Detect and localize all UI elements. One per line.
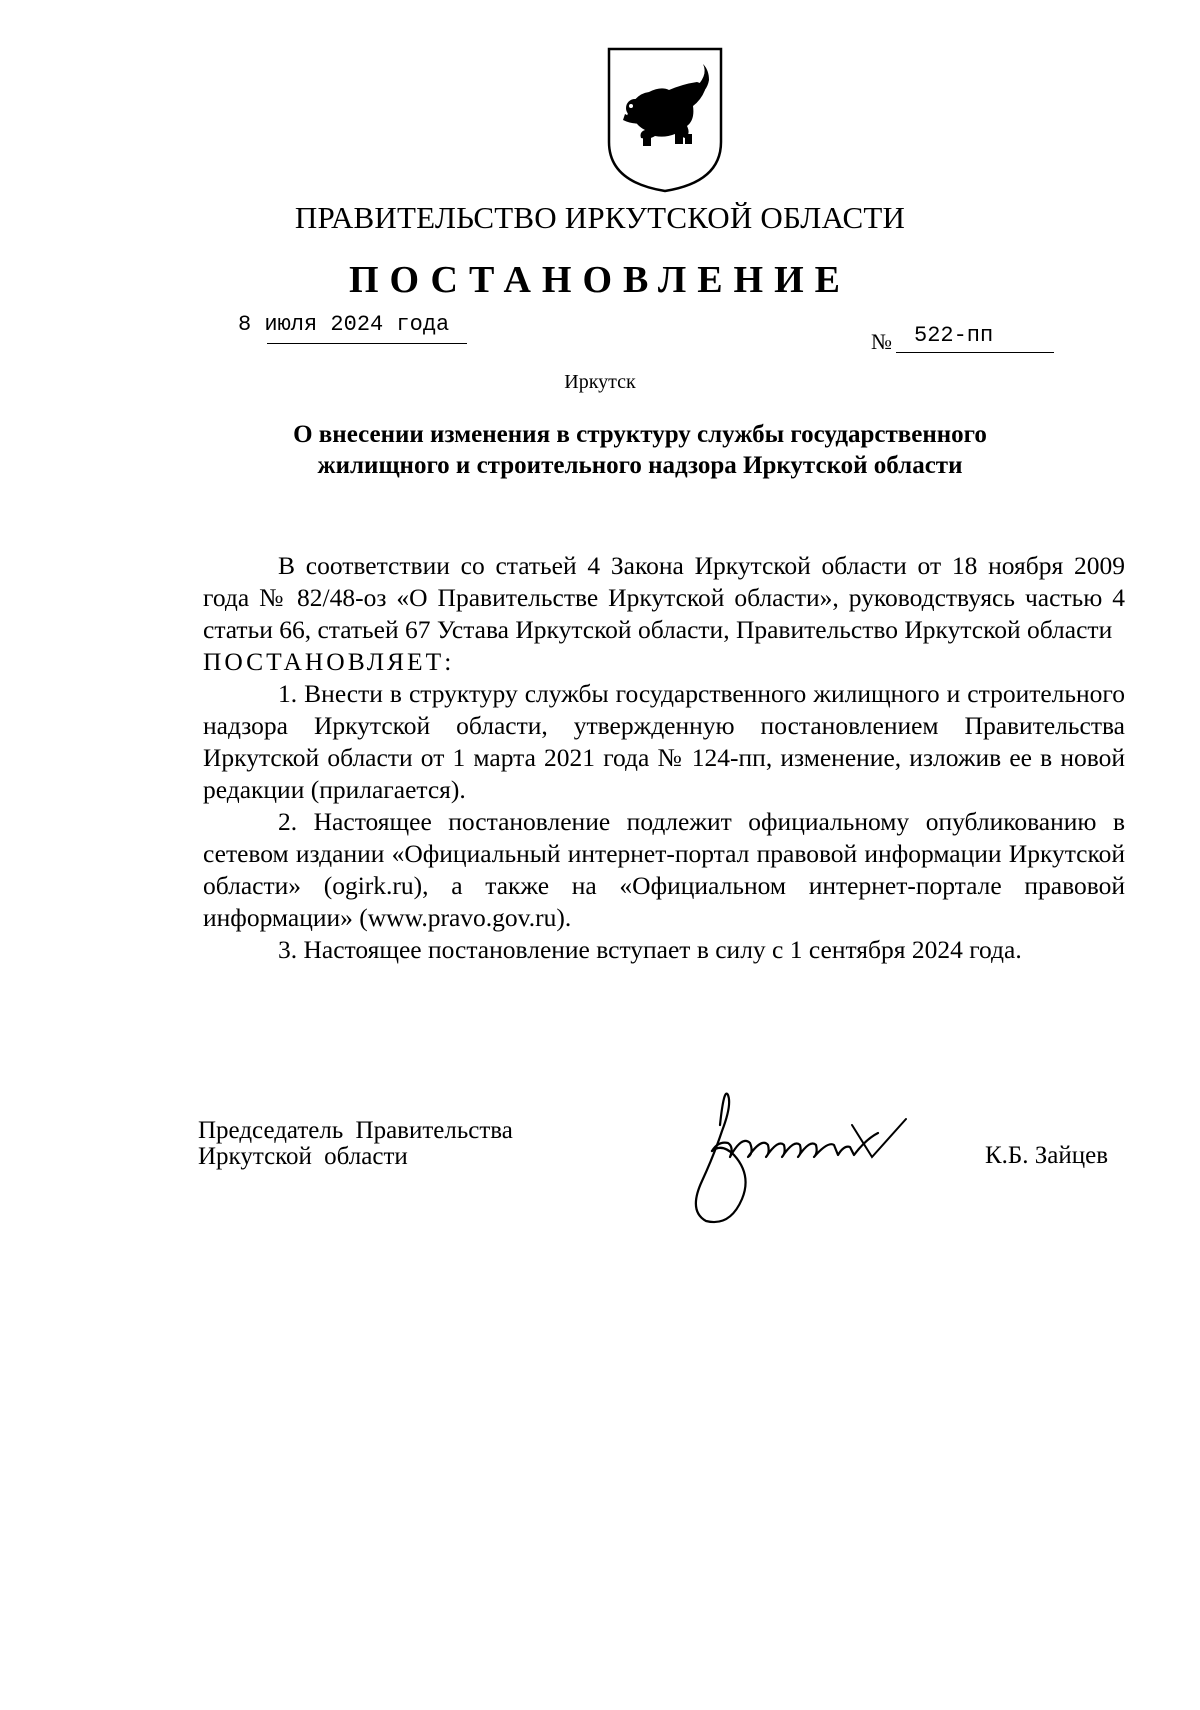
- document-date: 8 июля 2024 года: [238, 312, 450, 337]
- heading-line-2: жилищного и строительного надзора Иркутской области: [317, 452, 963, 479]
- item-paragraph-3: 3. Настоящее постановление вступает в силу с 1 сентября 2024 года.: [278, 935, 1022, 964]
- handwritten-signature-icon: [672, 1085, 932, 1227]
- government-title: ПРАВИТЕЛЬСТВО ИРКУТСКОЙ ОБЛАСТИ: [294, 200, 906, 235]
- signatory-position-line-2: Иркутской области: [198, 1143, 408, 1170]
- date-underline: [267, 343, 467, 344]
- number-sign: №: [871, 329, 892, 354]
- item-paragraph-1: 1. Внести в структуру службы государственного жилищного и строительного надзора Иркутской области, утвержденную постановлением Правительства Иркутской области от 1 марта 2021 года № 124-пп, изменение, изложив ее в новой редакции (прилагается).: [203, 679, 1125, 804]
- heading-line-1: О внесении изменения в структуру службы государственного: [293, 421, 987, 448]
- document-number: 522-пп: [914, 323, 994, 348]
- signatory-position: [198, 1118, 513, 1170]
- city-name: Иркутск: [564, 371, 636, 393]
- document-type-title: ПОСТАНОВЛЕНИЕ: [348, 259, 852, 301]
- irkutsk-coat-of-arms-icon: [605, 46, 725, 194]
- number-underline: [896, 352, 1054, 353]
- signatory-position-line-1: Председатель Правительства: [198, 1117, 513, 1144]
- decree-word: ПОСТАНОВЛЯЕТ:: [203, 647, 455, 676]
- document-body: [203, 550, 1125, 966]
- item-paragraph-2: 2. Настоящее постановление подлежит официальному опубликованию в сетевом издании «Официальный интернет-портал правовой информации Иркутской области» (ogirk.ru), а также на «Официальном интернет-портале правовой информации» (www.pravo.gov.ru).: [203, 807, 1125, 932]
- signatory-name: К.Б. Зайцев: [985, 1142, 1109, 1169]
- document-heading: [200, 419, 1080, 481]
- preamble-paragraph: В соответствии со статьей 4 Закона Иркутской области от 18 ноября 2009 года № 82/48-оз «О Правительстве Иркутской области», руководствуясь частью 4 статьи 66, статьей 67 Устава Иркутской области, Правительство Иркутской области: [203, 551, 1125, 644]
